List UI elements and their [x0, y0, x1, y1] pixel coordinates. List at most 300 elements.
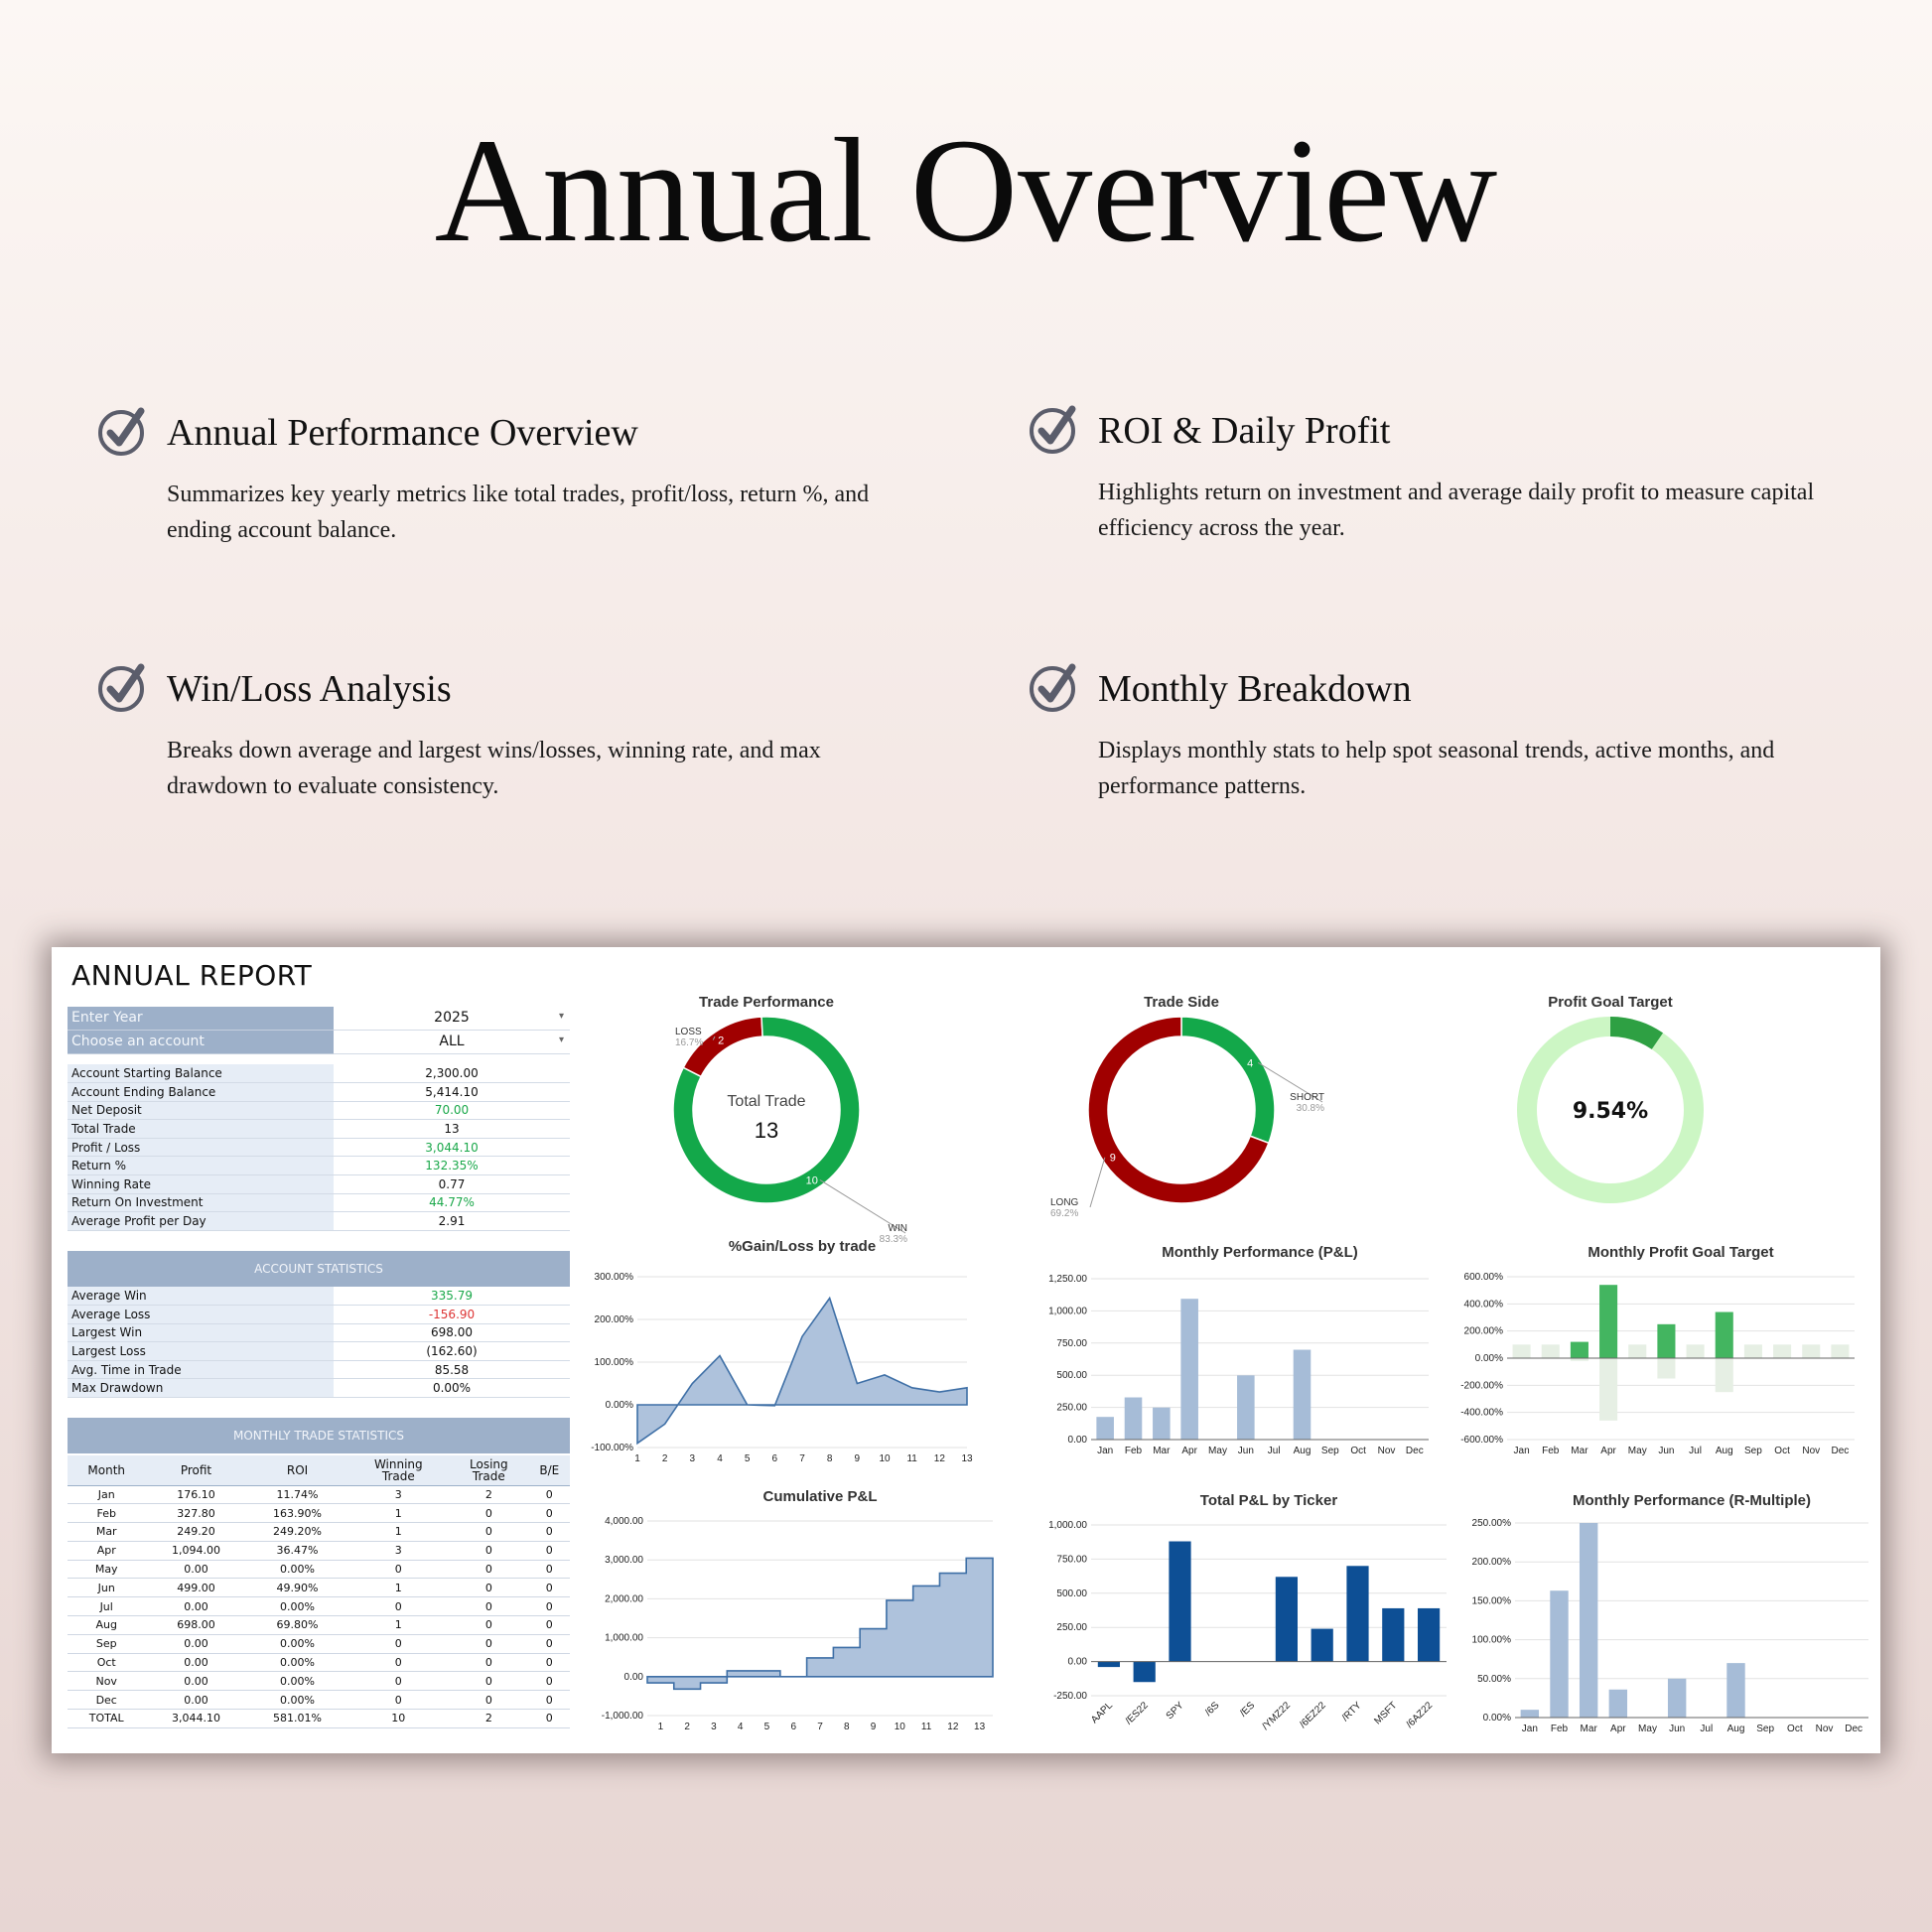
- monthly-profit-goal-chart: [1451, 1241, 1908, 1489]
- y-tick-label: 1,000.00: [1048, 1520, 1087, 1531]
- kv-value: 2.91: [334, 1212, 570, 1231]
- x-tick-label: 7: [799, 1453, 805, 1464]
- kv-label: Account Ending Balance: [68, 1083, 334, 1102]
- x-tick-label: Dec: [1845, 1724, 1863, 1734]
- column-header: ROI: [247, 1455, 348, 1485]
- x-tick-label: 12: [933, 1453, 945, 1464]
- cumulative-pl-chart: [588, 1485, 1064, 1733]
- x-tick-label: 4: [737, 1722, 744, 1732]
- year-label: Enter Year: [68, 1007, 334, 1031]
- dropdown-arrow-icon[interactable]: ▾: [558, 1011, 564, 1022]
- monthly-statistics-header: MONTHLY TRADE STATISTICS: [68, 1418, 570, 1453]
- table-cell: 0: [529, 1710, 570, 1728]
- table-cell: 2: [449, 1485, 529, 1504]
- table-cell: 0: [449, 1672, 529, 1691]
- table-cell: 0: [449, 1653, 529, 1672]
- account-select[interactable]: [334, 1031, 570, 1054]
- table-cell: 10: [348, 1710, 450, 1728]
- table-cell: 0: [529, 1653, 570, 1672]
- kv-row: [68, 1120, 570, 1139]
- bar: [1382, 1608, 1404, 1662]
- bar-remaining: [1687, 1344, 1705, 1358]
- feature-description: Summarizes key yearly metrics like total trades, profit/loss, return %, and ending account balance.: [167, 482, 870, 543]
- table-cell: 3: [348, 1541, 450, 1560]
- x-tick-label: Mar: [1153, 1446, 1171, 1456]
- chart-svg: [1451, 989, 1769, 1227]
- column-header: Losing Trade: [449, 1455, 529, 1485]
- x-tick-label: May: [1627, 1446, 1647, 1456]
- table-cell: 0: [529, 1504, 570, 1523]
- x-tick-label: 9: [854, 1453, 861, 1464]
- x-tick-label: 1: [657, 1722, 664, 1732]
- slice-short: [1181, 1017, 1275, 1143]
- kv-label: Largest Win: [68, 1323, 334, 1342]
- y-tick-label: 0.00: [623, 1671, 643, 1683]
- table-row: [68, 1541, 570, 1560]
- table-cell: Jul: [68, 1597, 145, 1616]
- x-tick-label: 13: [974, 1722, 986, 1732]
- y-tick-label: 0.00: [1067, 1656, 1087, 1668]
- total-pl-by-ticker-chart: [1020, 1489, 1476, 1737]
- bar: [1668, 1679, 1686, 1718]
- year-select[interactable]: [334, 1007, 570, 1031]
- table-row: [68, 1616, 570, 1635]
- table-cell: 0.00%: [247, 1634, 348, 1653]
- monthly-r-multiple-chart: [1451, 1489, 1908, 1737]
- x-tick-label: /YMZ22: [1260, 1700, 1294, 1732]
- y-tick-label: 750.00: [1056, 1554, 1087, 1566]
- kv-value: 335.79: [334, 1287, 570, 1306]
- slice-label: LONG: [1050, 1197, 1079, 1208]
- x-tick-label: Dec: [1405, 1446, 1424, 1456]
- x-tick-label: 8: [826, 1453, 833, 1464]
- account-statistics-table: [68, 1287, 570, 1398]
- kv-label: Winning Rate: [68, 1175, 334, 1194]
- monthly-statistics-table: [68, 1455, 570, 1728]
- table-row: [68, 1672, 570, 1691]
- bar: [1169, 1542, 1190, 1662]
- table-cell: 3,044.10: [145, 1710, 246, 1728]
- feature-description: Breaks down average and largest wins/losses, winning rate, and max drawdown to evaluate consistency.: [167, 738, 821, 799]
- bar-achieved: [1716, 1312, 1733, 1358]
- x-tick-label: Feb: [1542, 1446, 1560, 1456]
- x-tick-label: Oct: [1787, 1724, 1803, 1734]
- x-tick-label: Sep: [1320, 1446, 1339, 1456]
- bar: [1180, 1299, 1198, 1440]
- y-tick-label: 100.00%: [594, 1357, 633, 1368]
- slice-label: WIN: [888, 1223, 907, 1234]
- chart-svg: [1023, 989, 1340, 1227]
- column-header: B/E: [529, 1455, 570, 1485]
- annual-report-sheet: [52, 947, 1880, 1753]
- chart-title: Profit Goal Target: [1548, 994, 1673, 1011]
- kv-row: [68, 1175, 570, 1194]
- x-tick-label: /ES: [1238, 1700, 1258, 1720]
- kv-row: [68, 1287, 570, 1306]
- chart-title: Monthly Performance (R-Multiple): [1572, 1492, 1812, 1509]
- account-selector[interactable]: [68, 1031, 570, 1054]
- x-tick-label: /6EZ22: [1298, 1700, 1328, 1730]
- x-tick-label: 10: [879, 1453, 891, 1464]
- y-tick-label: 300.00%: [594, 1272, 633, 1283]
- table-cell: 36.47%: [247, 1541, 348, 1560]
- table-cell: 0.00%: [247, 1560, 348, 1579]
- y-tick-label: 50.00%: [1477, 1673, 1511, 1685]
- table-cell: 0.00: [145, 1560, 246, 1579]
- x-tick-label: Jan: [1097, 1446, 1114, 1456]
- feature-title: Annual Performance Overview: [167, 412, 638, 454]
- x-tick-label: SPY: [1164, 1700, 1186, 1723]
- kv-label: Total Trade: [68, 1120, 334, 1139]
- kv-label: Net Deposit: [68, 1101, 334, 1120]
- table-cell: 49.90%: [247, 1579, 348, 1597]
- x-tick-label: Apr: [1610, 1724, 1626, 1734]
- kv-value: 132.35%: [334, 1157, 570, 1175]
- table-cell: Jun: [68, 1579, 145, 1597]
- kv-value: 85.58: [334, 1360, 570, 1379]
- kv-label: Average Loss: [68, 1306, 334, 1324]
- table-cell: 0: [449, 1634, 529, 1653]
- kv-row: [68, 1101, 570, 1120]
- y-tick-label: 250.00: [1056, 1622, 1087, 1634]
- kv-value: 698.00: [334, 1323, 570, 1342]
- x-tick-label: 9: [870, 1722, 877, 1732]
- checkmark-circle-icon: [97, 405, 149, 457]
- summary-table: [68, 1064, 570, 1231]
- y-tick-label: 100.00%: [1471, 1634, 1511, 1646]
- table-cell: 0: [529, 1616, 570, 1635]
- table-cell: 0: [348, 1634, 450, 1653]
- column-header: Profit: [145, 1455, 246, 1485]
- kv-value: 70.00: [334, 1101, 570, 1120]
- table-cell: 0: [529, 1485, 570, 1504]
- kv-value: 2,300.00: [334, 1064, 570, 1083]
- table-cell: 0: [449, 1691, 529, 1710]
- slice-percent: 30.8%: [1296, 1103, 1324, 1114]
- y-tick-label: -600.00%: [1460, 1435, 1503, 1446]
- x-tick-label: Nov: [1815, 1724, 1834, 1734]
- x-tick-label: Jul: [1689, 1446, 1702, 1456]
- chart-title: Trade Performance: [699, 994, 834, 1011]
- table-cell: Nov: [68, 1672, 145, 1691]
- table-cell: 11.74%: [247, 1485, 348, 1504]
- table-cell: 0.00%: [247, 1597, 348, 1616]
- bar-remaining: [1773, 1344, 1791, 1358]
- x-tick-label: Feb: [1550, 1724, 1569, 1734]
- table-cell: 0: [449, 1523, 529, 1542]
- feature-description: Highlights return on investment and average daily profit to measure capital efficiency across the year.: [1098, 480, 1815, 541]
- gain-loss-by-trade-chart: [588, 1235, 1054, 1483]
- y-tick-label: 400.00%: [1463, 1299, 1503, 1311]
- account-statistics-header: ACCOUNT STATISTICS: [68, 1251, 570, 1287]
- slice-percent: 69.2%: [1050, 1208, 1079, 1219]
- y-tick-label: 0.00%: [1482, 1713, 1511, 1724]
- kv-label: Profit / Loss: [68, 1138, 334, 1157]
- leader-line: [1090, 1158, 1105, 1207]
- trade-side-chart: [1023, 989, 1340, 1227]
- bar-remaining: [1831, 1344, 1849, 1358]
- x-tick-label: 5: [744, 1453, 751, 1464]
- y-tick-label: 0.00: [1067, 1435, 1087, 1446]
- x-tick-label: Aug: [1715, 1446, 1733, 1456]
- x-tick-label: Apr: [1600, 1446, 1616, 1456]
- x-tick-label: Jun: [1669, 1724, 1686, 1734]
- y-tick-label: 200.00%: [1471, 1557, 1511, 1569]
- chart-title: Monthly Performance (P&L): [1162, 1244, 1358, 1261]
- kv-label: Average Win: [68, 1287, 334, 1306]
- y-tick-label: 600.00%: [1463, 1272, 1503, 1283]
- table-cell: 0: [348, 1672, 450, 1691]
- slice-value: 4: [1247, 1057, 1254, 1070]
- table-cell: 0: [529, 1672, 570, 1691]
- x-tick-label: Jan: [1513, 1446, 1530, 1456]
- table-cell: 0: [449, 1616, 529, 1635]
- bar-achieved: [1657, 1324, 1675, 1358]
- chart-svg: [1020, 1489, 1476, 1737]
- table-cell: 327.80: [145, 1504, 246, 1523]
- kv-value: 0.77: [334, 1175, 570, 1194]
- table-cell: TOTAL: [68, 1710, 145, 1728]
- y-tick-label: 500.00: [1056, 1587, 1087, 1599]
- bar-remaining: [1628, 1344, 1646, 1358]
- bar: [1134, 1662, 1156, 1683]
- x-tick-label: 1: [634, 1453, 640, 1464]
- x-tick-label: /6S: [1203, 1700, 1222, 1719]
- table-row: [68, 1560, 570, 1579]
- column-header: Winning Trade: [348, 1455, 450, 1485]
- table-row: [68, 1523, 570, 1542]
- bar: [1276, 1577, 1298, 1661]
- feature-title: ROI & Daily Profit: [1098, 410, 1391, 452]
- y-tick-label: 250.00%: [1471, 1518, 1511, 1529]
- x-tick-label: 4: [717, 1453, 723, 1464]
- table-cell: Mar: [68, 1523, 145, 1542]
- table-row: [68, 1653, 570, 1672]
- table-cell: 0: [529, 1523, 570, 1542]
- x-tick-label: 12: [947, 1722, 959, 1732]
- x-tick-label: Feb: [1124, 1446, 1143, 1456]
- table-cell: Sep: [68, 1634, 145, 1653]
- bar: [1580, 1523, 1597, 1718]
- kv-value: 0.00%: [334, 1379, 570, 1398]
- kv-label: Average Profit per Day: [68, 1212, 334, 1231]
- table-cell: 0: [449, 1541, 529, 1560]
- feature-title: Monthly Breakdown: [1098, 668, 1412, 710]
- table-cell: 1: [348, 1504, 450, 1523]
- table-cell: 249.20%: [247, 1523, 348, 1542]
- bar: [1609, 1690, 1627, 1718]
- y-tick-label: 1,000.00: [1048, 1306, 1087, 1317]
- year-selector[interactable]: [68, 1007, 570, 1031]
- bar: [1521, 1710, 1539, 1718]
- checkmark-circle-icon: [1029, 403, 1080, 455]
- feature-description: Displays monthly stats to help spot seasonal trends, active months, and performance patterns.: [1098, 738, 1775, 799]
- x-tick-label: Sep: [1756, 1724, 1775, 1734]
- x-tick-label: Nov: [1802, 1446, 1821, 1456]
- chart-title: Monthly Profit Goal Target: [1587, 1244, 1774, 1261]
- report-title: ANNUAL REPORT: [71, 959, 313, 992]
- x-tick-label: Sep: [1744, 1446, 1762, 1456]
- y-tick-label: 2,000.00: [605, 1593, 643, 1605]
- checkmark-circle-icon: [97, 661, 149, 713]
- x-tick-label: Oct: [1774, 1446, 1790, 1456]
- kv-row: [68, 1379, 570, 1398]
- kv-row: [68, 1306, 570, 1324]
- table-header-row: [68, 1455, 570, 1485]
- kv-row: [68, 1064, 570, 1083]
- kv-value: 5,414.10: [334, 1083, 570, 1102]
- table-cell: Dec: [68, 1691, 145, 1710]
- kv-row: [68, 1342, 570, 1361]
- kv-value: (162.60): [334, 1342, 570, 1361]
- table-cell: Apr: [68, 1541, 145, 1560]
- table-cell: 0.00: [145, 1597, 246, 1616]
- x-tick-label: Jul: [1267, 1446, 1281, 1456]
- table-cell: 1,094.00: [145, 1541, 246, 1560]
- x-tick-label: Dec: [1831, 1446, 1850, 1456]
- table-cell: 0: [449, 1560, 529, 1579]
- bar: [1098, 1662, 1120, 1668]
- y-tick-label: 1,250.00: [1048, 1274, 1087, 1285]
- kv-value: 44.77%: [334, 1193, 570, 1212]
- y-tick-label: 250.00: [1056, 1402, 1087, 1414]
- x-tick-label: /ES22: [1123, 1700, 1151, 1727]
- kv-label: Avg. Time in Trade: [68, 1360, 334, 1379]
- bar-remaining: [1542, 1344, 1560, 1358]
- table-cell: Oct: [68, 1653, 145, 1672]
- table-cell: 0: [529, 1541, 570, 1560]
- slice-percent: 16.7%: [675, 1037, 704, 1048]
- x-tick-label: May: [1208, 1446, 1227, 1456]
- x-tick-label: Aug: [1293, 1446, 1311, 1456]
- table-cell: 0: [529, 1691, 570, 1710]
- kv-row: [68, 1323, 570, 1342]
- table-cell: 0: [348, 1597, 450, 1616]
- x-tick-label: 8: [843, 1722, 850, 1732]
- bar: [1096, 1417, 1114, 1440]
- table-cell: 0.00: [145, 1634, 246, 1653]
- table-row: [68, 1579, 570, 1597]
- monthly-performance-pl-chart: [1020, 1241, 1476, 1489]
- bar: [1294, 1350, 1311, 1440]
- table-cell: 0: [529, 1579, 570, 1597]
- year-value: 2025: [434, 1010, 470, 1026]
- x-tick-label: Jun: [1658, 1446, 1675, 1456]
- bar-remaining: [1657, 1358, 1675, 1379]
- kv-label: Return %: [68, 1157, 334, 1175]
- y-tick-label: -400.00%: [1460, 1407, 1503, 1419]
- center-value: 13: [754, 1118, 779, 1143]
- bar-achieved: [1571, 1342, 1588, 1358]
- table-cell: 176.10: [145, 1485, 246, 1504]
- x-tick-label: MSFT: [1372, 1700, 1400, 1727]
- chart-title: Total P&L by Ticker: [1199, 1492, 1338, 1509]
- y-tick-label: -1,000.00: [601, 1711, 643, 1722]
- chart-svg: [608, 989, 925, 1245]
- table-cell: May: [68, 1560, 145, 1579]
- y-tick-label: 500.00: [1056, 1370, 1087, 1382]
- table-cell: 0: [348, 1560, 450, 1579]
- x-tick-label: 11: [920, 1722, 932, 1732]
- bar: [1418, 1608, 1440, 1662]
- x-tick-label: 2: [661, 1453, 668, 1464]
- x-tick-label: 13: [961, 1453, 973, 1464]
- kv-row: [68, 1360, 570, 1379]
- table-cell: 499.00: [145, 1579, 246, 1597]
- x-tick-label: 5: [763, 1722, 770, 1732]
- chart-svg: [588, 1485, 1064, 1733]
- x-tick-label: 6: [771, 1453, 778, 1464]
- kv-label: Account Starting Balance: [68, 1064, 334, 1083]
- table-row: [68, 1597, 570, 1616]
- kv-value: 3,044.10: [334, 1138, 570, 1157]
- table-cell: 0: [529, 1560, 570, 1579]
- kv-row: [68, 1212, 570, 1231]
- y-tick-label: 0.00%: [605, 1400, 633, 1411]
- bar: [1125, 1398, 1143, 1440]
- y-tick-label: 200.00%: [594, 1314, 633, 1325]
- center-value: 9.54%: [1572, 1099, 1649, 1124]
- chart-svg: [1020, 1241, 1476, 1489]
- y-tick-label: -100.00%: [591, 1443, 633, 1453]
- x-tick-label: Jul: [1700, 1724, 1714, 1734]
- table-cell: 0: [449, 1504, 529, 1523]
- kv-row: [68, 1193, 570, 1212]
- x-tick-label: Oct: [1350, 1446, 1366, 1456]
- table-cell: 0: [449, 1597, 529, 1616]
- bar-remaining: [1716, 1358, 1733, 1392]
- x-tick-label: 3: [711, 1722, 717, 1732]
- table-cell: 0: [529, 1597, 570, 1616]
- chart-title: %Gain/Loss by trade: [728, 1238, 877, 1255]
- x-tick-label: 2: [684, 1722, 690, 1732]
- checkmark-circle-icon: [1029, 661, 1080, 713]
- table-cell: 0: [348, 1653, 450, 1672]
- bar-achieved: [1599, 1285, 1617, 1358]
- y-tick-label: -250.00: [1053, 1691, 1087, 1702]
- x-tick-label: 11: [906, 1453, 917, 1464]
- slice-percent: 83.3%: [879, 1234, 907, 1245]
- kv-value: 13: [334, 1120, 570, 1139]
- table-cell: 0: [449, 1579, 529, 1597]
- chart-svg: [1451, 1489, 1908, 1737]
- dropdown-arrow-icon[interactable]: ▾: [558, 1035, 564, 1045]
- chart-svg: [588, 1235, 1054, 1483]
- kv-row: [68, 1138, 570, 1157]
- y-tick-label: -200.00%: [1460, 1380, 1503, 1392]
- table-row: [68, 1634, 570, 1653]
- table-cell: 0.00%: [247, 1672, 348, 1691]
- x-tick-label: Aug: [1726, 1724, 1745, 1734]
- x-tick-label: May: [1638, 1724, 1657, 1734]
- profit-goal-target-chart: [1451, 989, 1769, 1227]
- y-tick-label: 1,000.00: [605, 1632, 643, 1644]
- chart-svg: [1451, 1241, 1908, 1489]
- table-cell: 0.00: [145, 1691, 246, 1710]
- table-cell: 2: [449, 1710, 529, 1728]
- y-tick-label: 200.00%: [1463, 1325, 1503, 1337]
- bar: [1153, 1408, 1171, 1440]
- slice-label: SHORT: [1290, 1092, 1324, 1103]
- bar-remaining: [1802, 1344, 1820, 1358]
- feature-title: Win/Loss Analysis: [167, 668, 452, 710]
- bar-remaining: [1744, 1344, 1762, 1358]
- table-row: [68, 1710, 570, 1728]
- page-title: Annual Overview: [434, 108, 1498, 273]
- slice-value: 10: [805, 1174, 818, 1187]
- account-label: Choose an account: [68, 1031, 334, 1054]
- slice-value: 2: [718, 1035, 725, 1047]
